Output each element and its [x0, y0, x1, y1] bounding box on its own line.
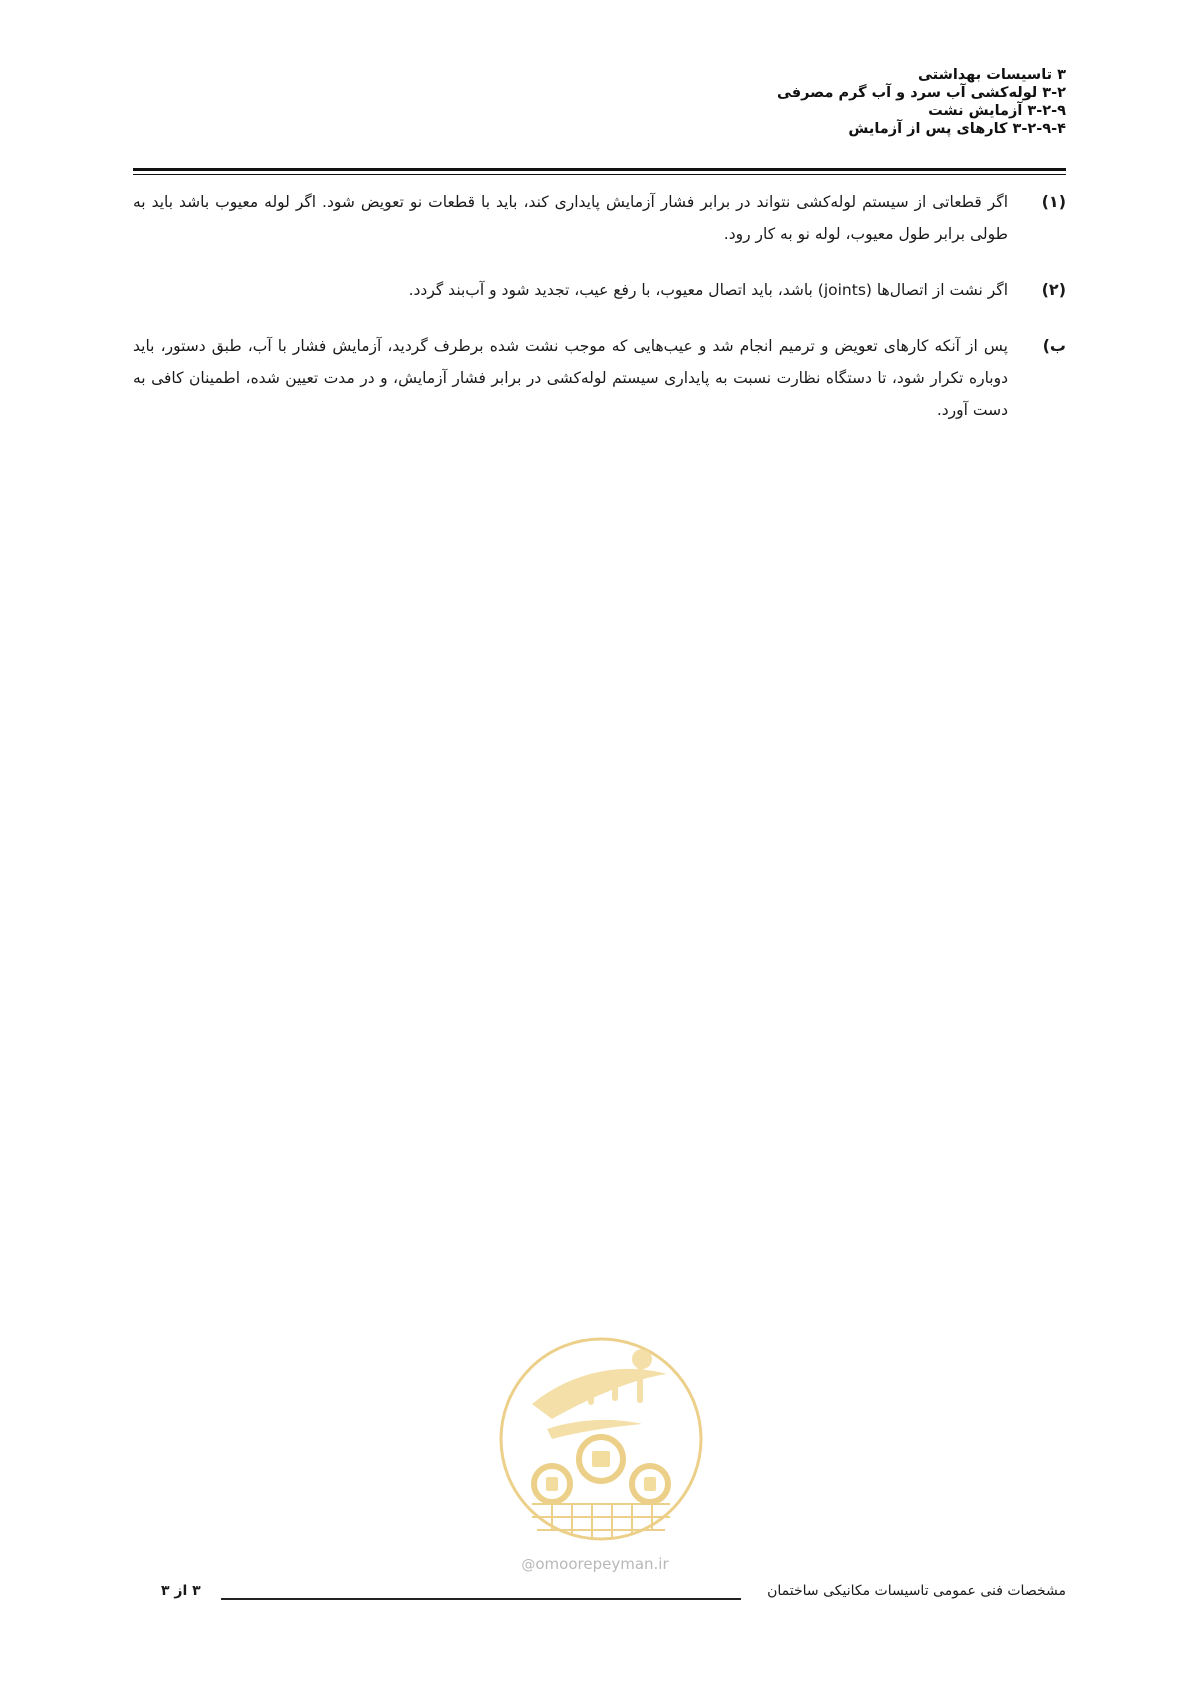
item-text: اگر نشت از اتصال‌ها (joints) باشد، باید اتصال معیوب، با رفع عیب، تجدید شود و آب‌بند گردد. — [408, 281, 1008, 299]
header-line-topic: ۳-۲-۹-۴ کارهای پس از آزمایش — [848, 121, 1066, 137]
footer-title: مشخصات فنی عمومی تاسیسات مکانیکی ساختمان — [767, 1583, 1066, 1599]
page-footer — [133, 1583, 1066, 1605]
header-line-subsection: ۳-۲-۹ آزمایش نشت — [928, 103, 1066, 119]
header-rule-thick — [133, 168, 1066, 171]
footer-rule — [221, 1598, 741, 1600]
item-marker: (۱) — [1041, 192, 1066, 211]
at-icon: @ — [521, 1557, 536, 1573]
watermark-website — [0, 1555, 1190, 1573]
item-text: پس از آنکه کارهای تعویض و ترمیم انجام شد و عیب‌هایی که موجب نشت شده برطرف گردید، آزمایش فشار با آب، طبق دستور، باید دوباره تکرار شود، تا دستگاه نظارت نسبت به پایداری سیستم لوله‌کشی در برابر فشار آزمایش، و در مدت تعیین شده، اطمینان کافی به دست آورد. — [133, 337, 1008, 419]
header-rule-thin — [133, 174, 1066, 175]
website-text: omoorepeyman.ir — [535, 1555, 669, 1573]
list-item — [133, 274, 1066, 306]
page-number: ۳ از ۳ — [161, 1583, 201, 1599]
item-marker: ب) — [1042, 336, 1066, 355]
section-header — [506, 66, 1066, 138]
item-marker: (۲) — [1041, 280, 1066, 299]
header-line-section: ۳-۲ لوله‌کشی آب سرد و آب گرم مصرفی — [776, 85, 1066, 101]
watermark-logo-icon — [492, 1319, 710, 1559]
list-item — [133, 186, 1066, 250]
list-item — [133, 330, 1066, 426]
item-text: اگر قطعاتی از سیستم لوله‌کشی نتواند در برابر فشار آزمایش پایداری کند، باید با قطعات نو تعویض شود. اگر لوله معیوب باشد باید به طولی برابر طول معیوب، لوله نو به کار رود. — [133, 193, 1008, 243]
content-body — [133, 186, 1066, 426]
header-line-chapter: ۳ تاسیسات بهداشتی — [917, 67, 1066, 83]
